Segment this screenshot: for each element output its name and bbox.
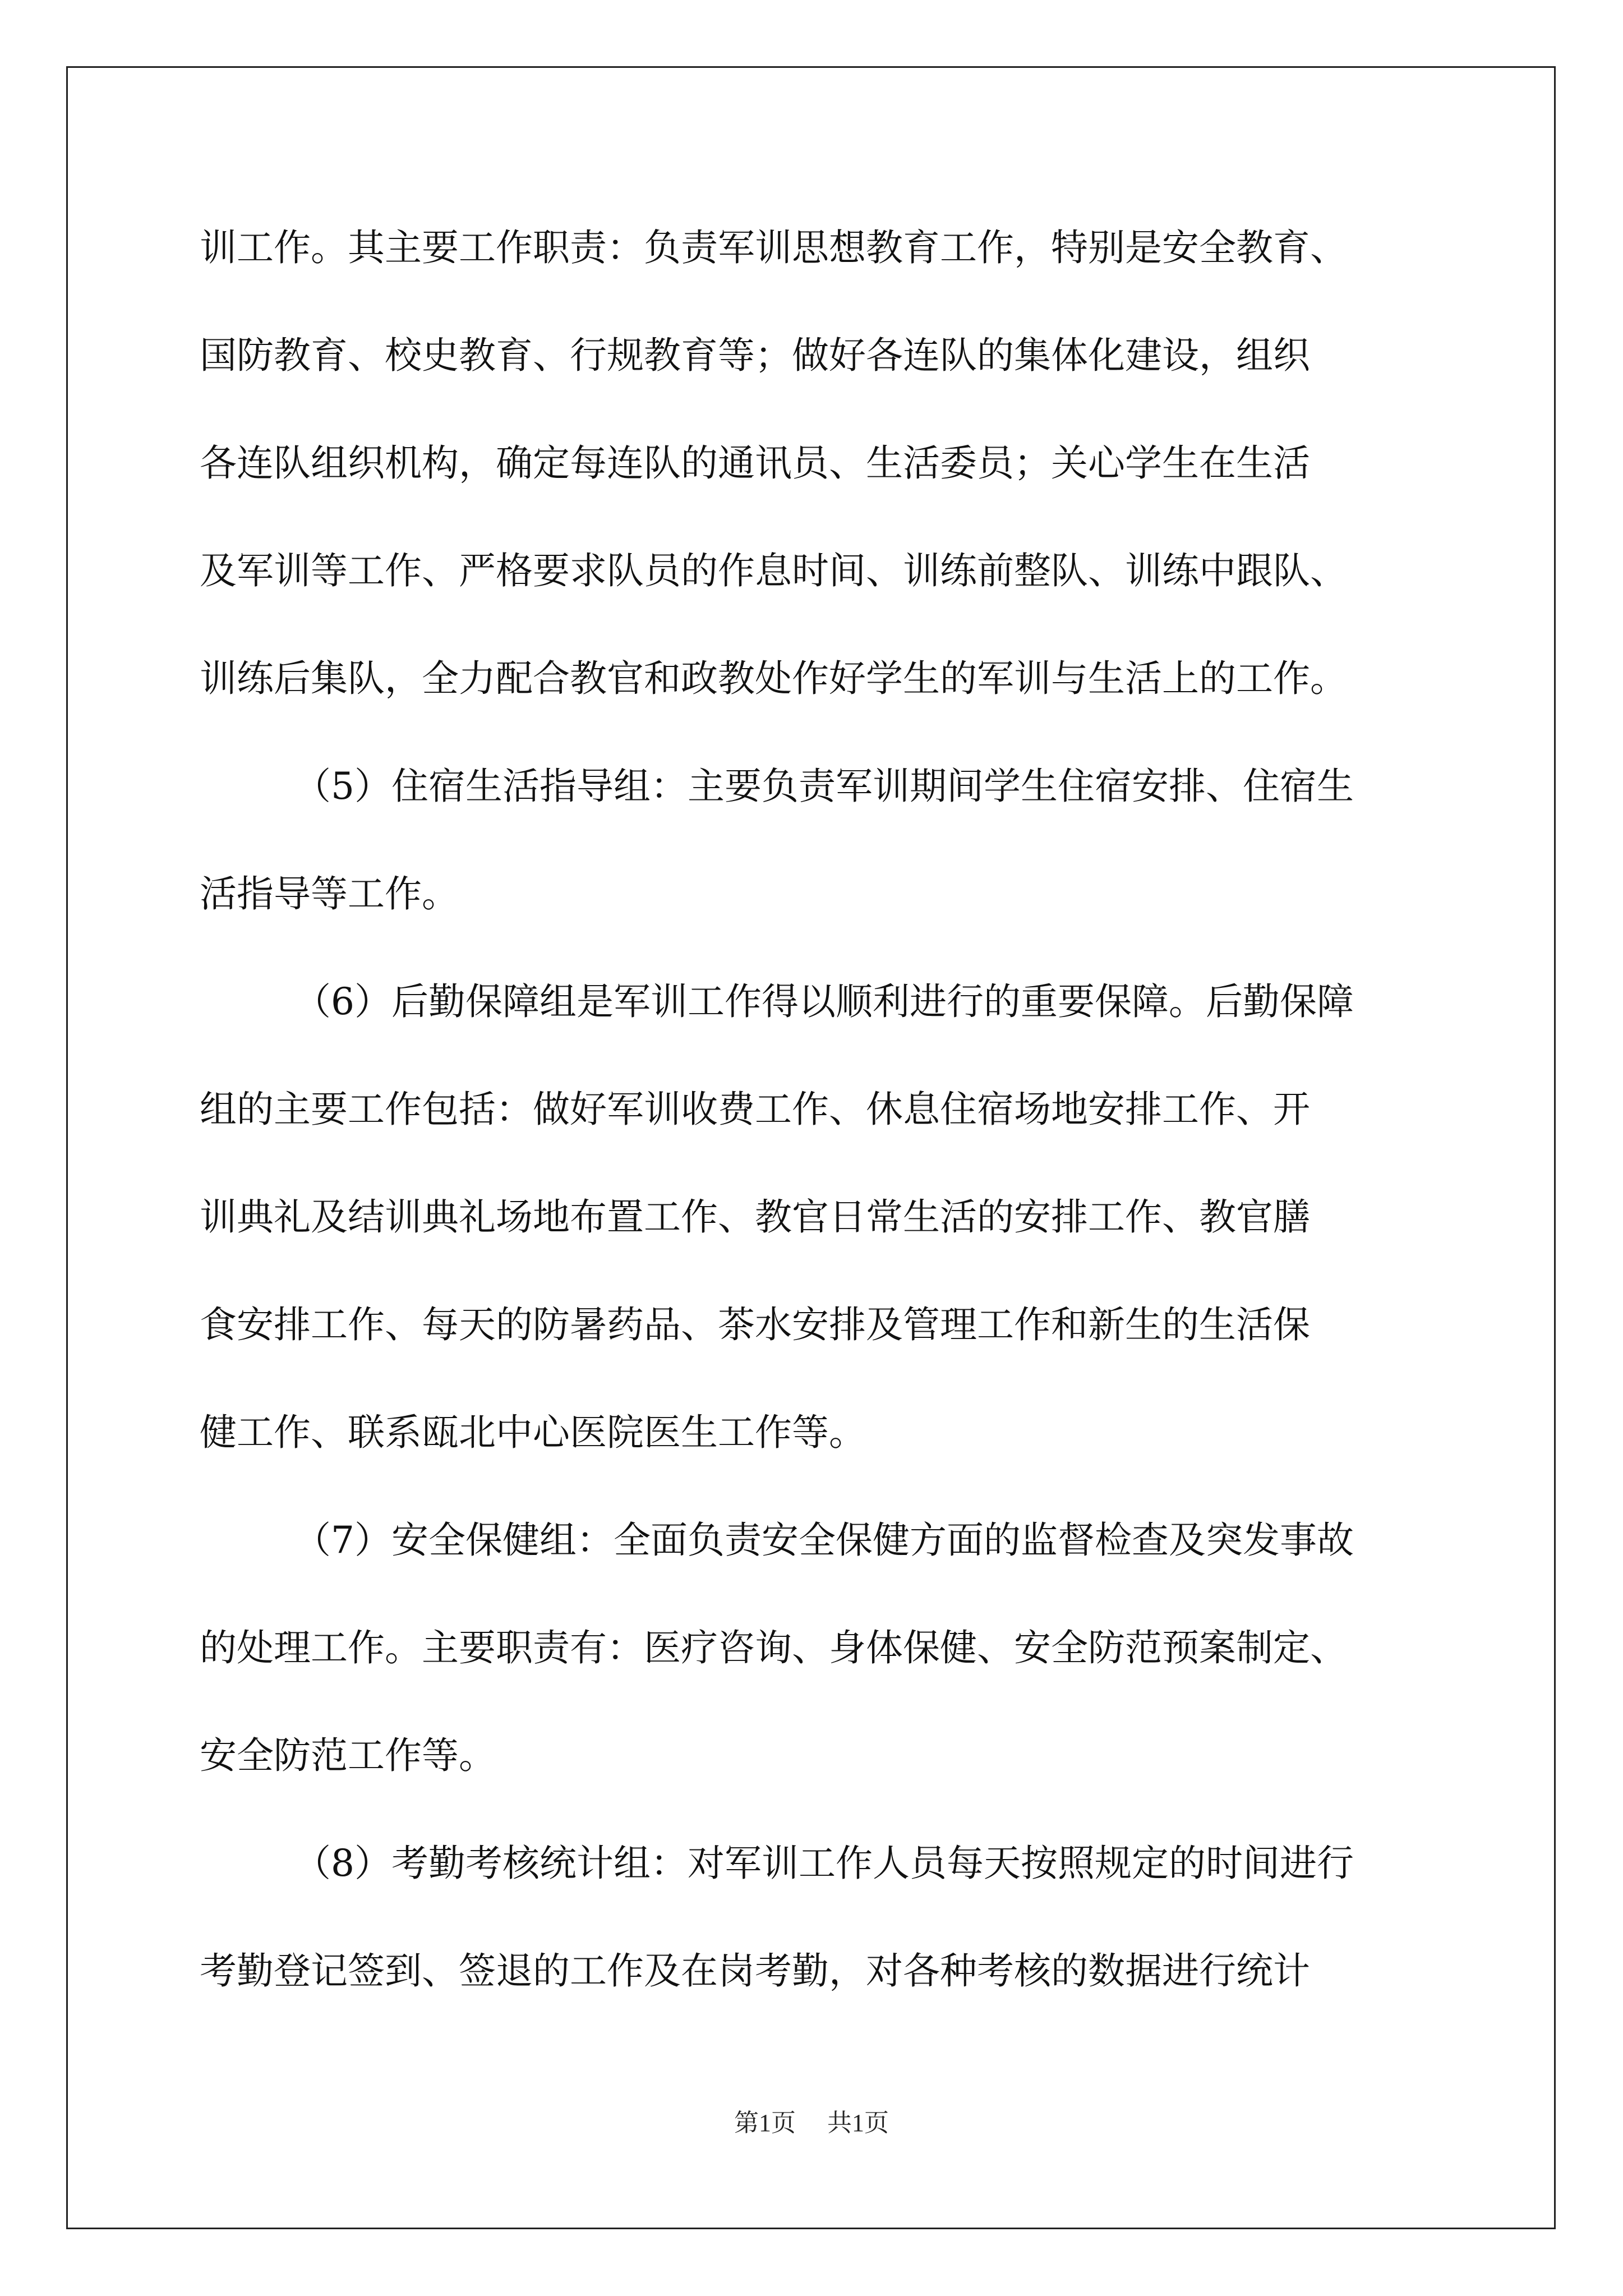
paragraph-6-line-4: 食安排工作、每天的防暑药品、茶水安排及管理工作和新生的生活保 (200, 1303, 1310, 1346)
text-line-5: 训练后集队，全力配合教官和政教处作好学生的军训与生活上的工作。 (200, 657, 1347, 700)
page-number-current: 第1页 (734, 2109, 796, 2137)
paragraph-7-line-2: 的处理工作。主要职责有：医疗咨询、身体保健、安全防范预案制定、 (200, 1626, 1347, 1669)
paragraph-6-line-5: 健工作、联系瓯北中心医院医生工作等。 (200, 1411, 866, 1454)
paragraph-6-line-1: （6）后勤保障组是军训工作得以顺利进行的重要保障。后勤保障 (294, 980, 1354, 1023)
page-number-total: 共1页 (827, 2109, 889, 2137)
paragraph-7-line-3: 安全防范工作等。 (200, 1734, 496, 1777)
paragraph-5-line-1: （5）住宿生活指导组：主要负责军训期间学生住宿安排、住宿生 (294, 765, 1354, 808)
paragraph-7-line-1: （7）安全保健组：全面负责安全保健方面的监督检查及突发事故 (294, 1519, 1354, 1562)
page-border (66, 66, 1556, 2229)
paragraph-6-line-2: 组的主要工作包括：做好军训收费工作、休息住宿场地安排工作、开 (200, 1088, 1310, 1131)
paragraph-8-line-2: 考勤登记签到、签退的工作及在岗考勤，对各种考核的数据进行统计 (200, 1949, 1310, 1993)
text-line-1: 训工作。其主要工作职责：负责军训思想教育工作，特别是安全教育、 (200, 226, 1347, 269)
paragraph-8-line-1: （8）考勤考核统计组：对军训工作人员每天按照规定的时间进行 (294, 1842, 1354, 1885)
paragraph-6-line-3: 训典礼及结训典礼场地布置工作、教官日常生活的安排工作、教官膳 (200, 1195, 1310, 1239)
text-line-2: 国防教育、校史教育、行规教育等；做好各连队的集体化建设，组织 (200, 334, 1310, 377)
page-footer (0, 2106, 1623, 2140)
paragraph-5-line-2: 活指导等工作。 (200, 872, 459, 915)
text-line-3: 各连队组织机构，确定每连队的通讯员、生活委员；关心学生在生活 (200, 441, 1310, 485)
text-line-4: 及军训等工作、严格要求队员的作息时间、训练前整队、训练中跟队、 (200, 549, 1347, 592)
